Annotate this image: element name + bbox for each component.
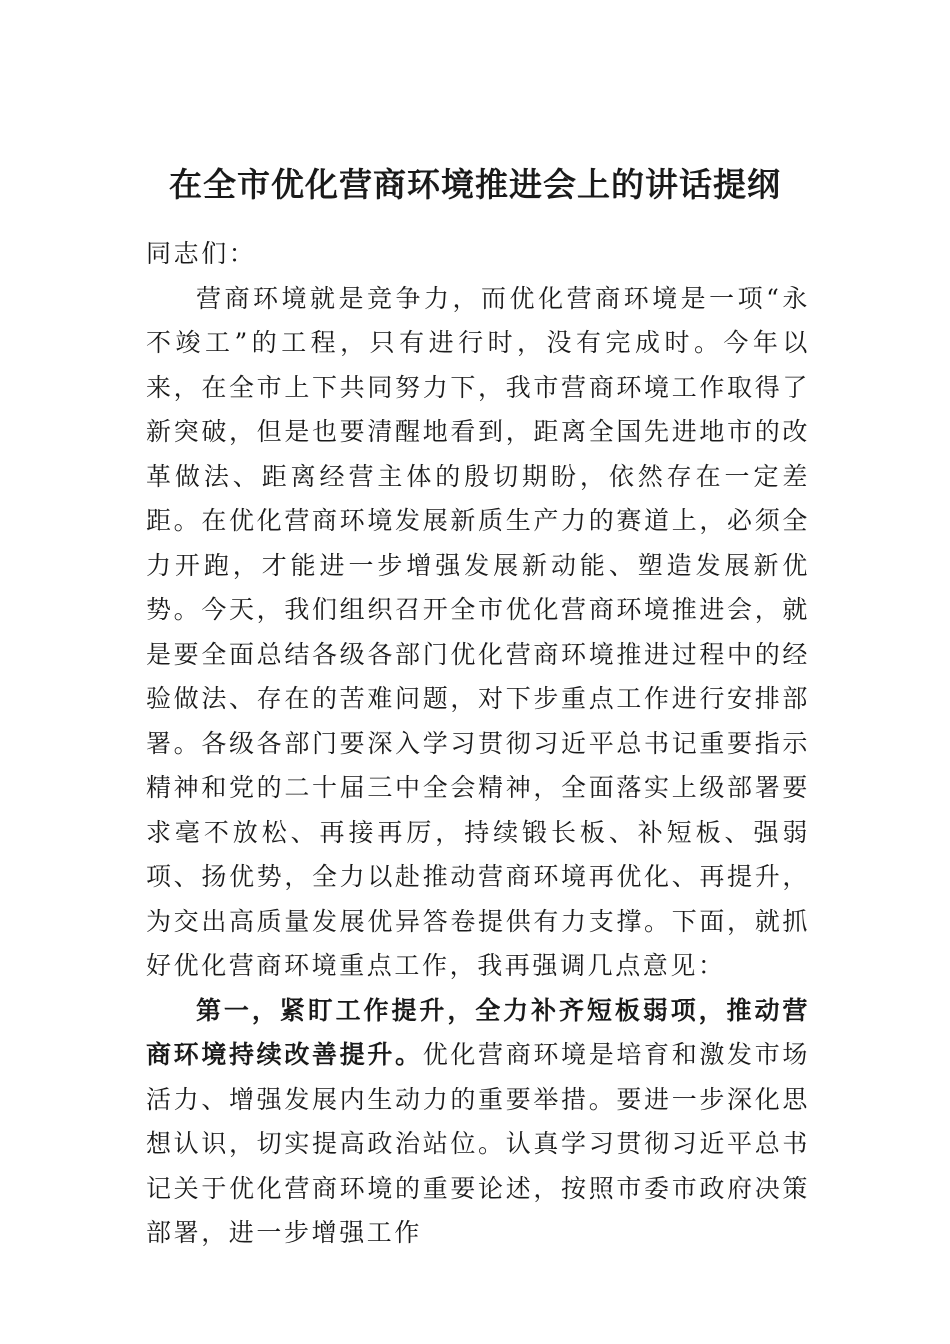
paragraph-first-point-body: 优化营商环境是培育和激发市场活力、增强发展内生动力的重要举措。要进一步深化思想认识，切实提高政治站位。认真学习贯彻习近平总书记关于优化营商环境的重要论述，按照市委市政府决策部署，进一步增强工作 [146,1040,810,1247]
document-body [146,232,810,1256]
paragraph-first-point [146,989,810,1256]
salutation: 同志们： [146,239,257,268]
document-title: 在全市优化营商环境推进会上的讲话提纲 [169,165,781,204]
paragraph-lead-heading: 第一，紧盯工作提升，全力补齐短板弱项，推动营商环境持续改善提升。 [146,995,810,1069]
paragraph-intro: 营商环境就是竞争力，而优化营商环境是一项“永不竣工”的工程，只有进行时，没有完成时。今年以来，在全市上下共同努力下，我市营商环境工作取得了新突破，但是也要清醒地看到，距离全国先进地市的改革做法、距离经营主体的殷切期盼，依然存在一定差距。在优化营商环境发展新质生产力的赛道上，必须全力开跑，才能进一步增强发展新动能、塑造发展新优势。今天，我们组织召开全市优化营商环境推进会，就是要全面总结各级各部门优化营商环境推进过程中的经验做法、存在的苦难问题，对下步重点工作进行安排部署。各级各部门要深入学习贯彻习近平总书记重要指示精神和党的二十届三中全会精神，全面落实上级部署要求毫不放松、再接再厉，持续锻长板、补短板、强弱项、扬优势，全力以赴推动营商环境再优化、再提升，为交出高质量发展优异答卷提供有力支撑。下面，就抓好优化营商环境重点工作，我再强调几点意见： [146,283,810,980]
